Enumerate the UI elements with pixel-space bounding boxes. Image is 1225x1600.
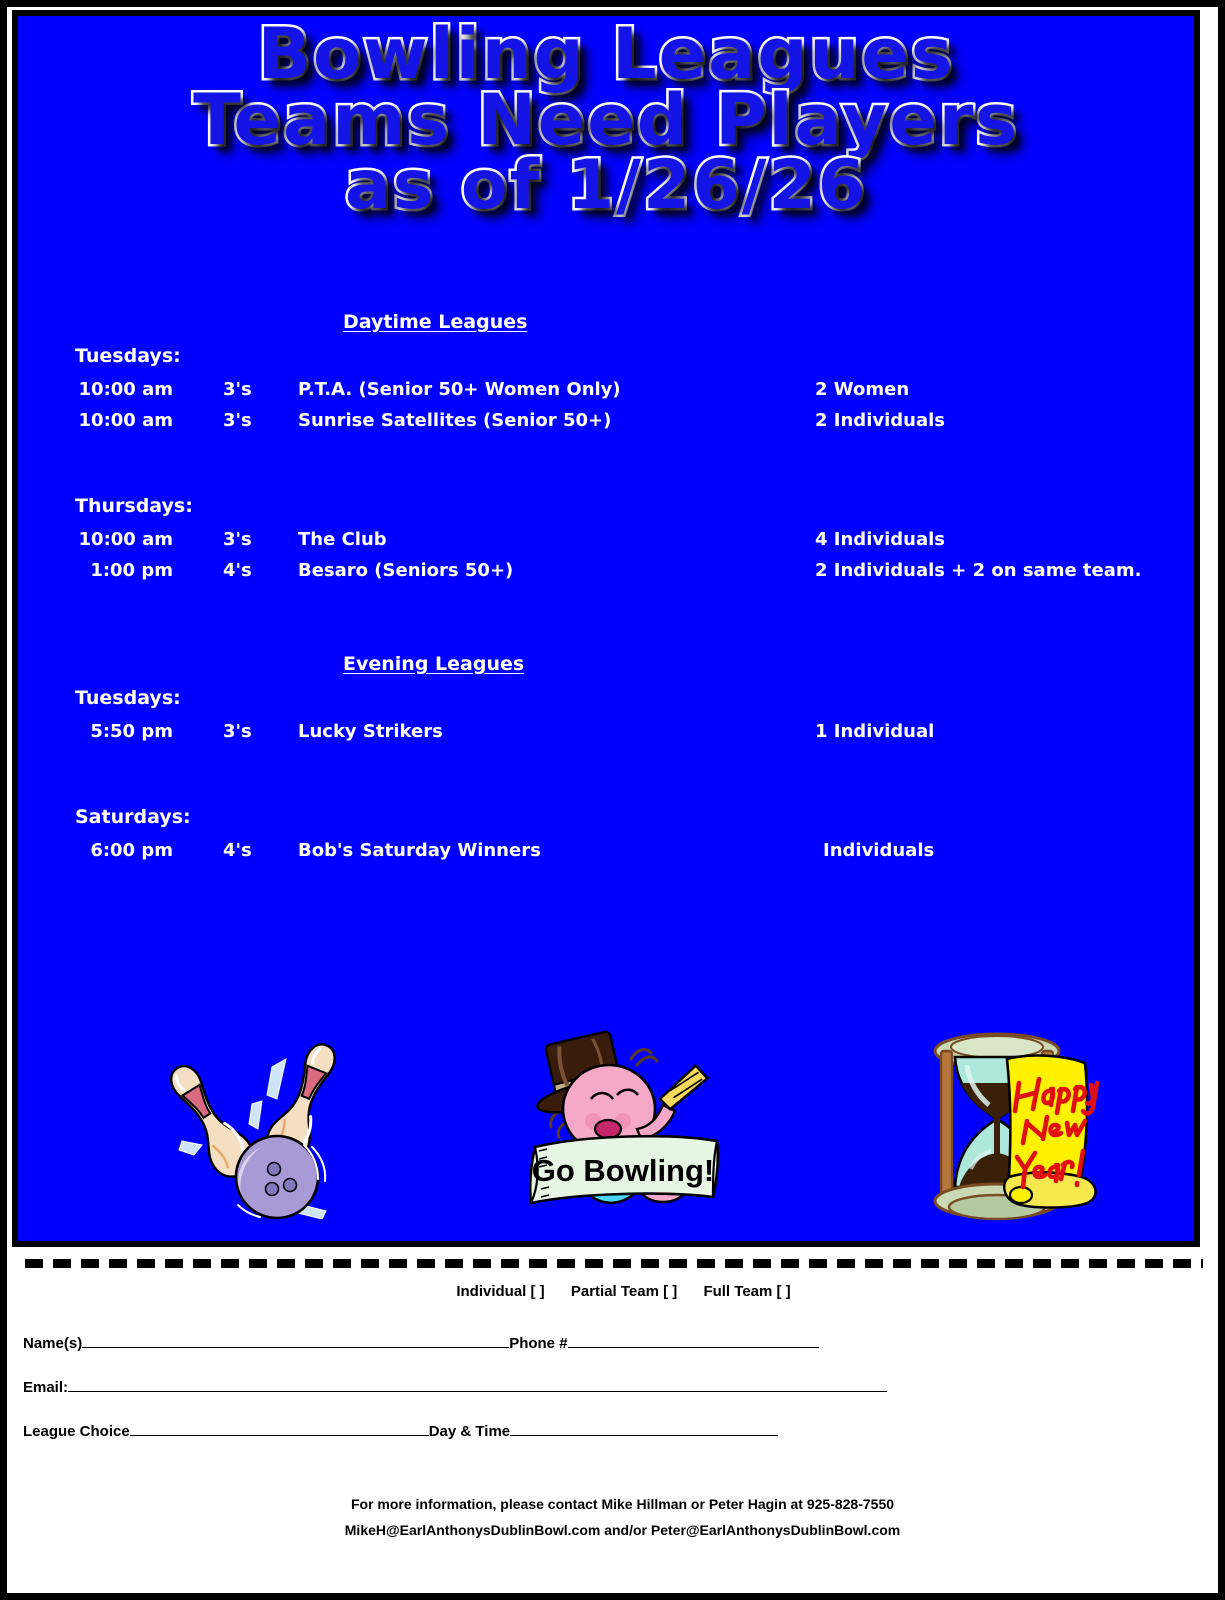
names-phone-row <box>7 1334 1218 1378</box>
row-team-size: 3's <box>223 410 252 431</box>
phone-label: Phone # <box>509 1335 568 1352</box>
email-input[interactable] <box>68 1378 887 1392</box>
day-label-tuesdays-daytime: Tuesdays: <box>75 345 181 367</box>
signup-form <box>7 1283 1218 1544</box>
row-league-name: Sunrise Satellites (Senior 50+) <box>298 410 612 431</box>
contact-info <box>7 1492 1218 1544</box>
table-row <box>18 840 1194 871</box>
day-time-label: Day & Time <box>428 1423 511 1440</box>
clipart-row <box>18 1011 1194 1231</box>
table-row <box>18 560 1194 591</box>
row-team-size: 4's <box>223 840 252 861</box>
row-team-size: 4's <box>223 560 252 581</box>
row-team-size: 3's <box>223 721 252 742</box>
section-heading-evening: Evening Leagues <box>343 653 525 675</box>
row-time: 10:00 am <box>78 379 173 400</box>
row-league-name: Lucky Strikers <box>298 721 443 742</box>
hourglass-happy-new-year-scroll-clipart <box>911 1011 1111 1236</box>
league-choice-label: League Choice <box>23 1423 130 1440</box>
phone-input[interactable] <box>568 1334 819 1348</box>
row-openings: 2 Women <box>815 379 910 400</box>
row-time: 1:00 pm <box>90 560 173 581</box>
table-row <box>18 379 1194 410</box>
checkbox-partial-team[interactable]: Partial Team [ ] <box>570 1283 678 1300</box>
names-input[interactable] <box>82 1334 509 1348</box>
contact-phone-line: For more information, please contact Mike Hillman or Peter Hagin at 925-828-7550 <box>350 1496 895 1512</box>
row-time: 10:00 am <box>78 410 173 431</box>
table-row <box>18 721 1194 752</box>
new-year-baby-banner-clipart <box>505 1025 735 1220</box>
page-title <box>18 13 1194 225</box>
title-line-2: Teams Need Players <box>193 78 1019 161</box>
checkbox-full-team[interactable]: Full Team [ ] <box>703 1283 791 1300</box>
row-time: 5:50 pm <box>90 721 173 742</box>
row-league-name: The Club <box>298 529 387 550</box>
tear-off-divider <box>25 1259 1203 1268</box>
row-league-name: P.T.A. (Senior 50+ Women Only) <box>298 379 621 400</box>
day-label-thursdays: Thursdays: <box>75 495 193 517</box>
table-row <box>18 529 1194 560</box>
row-openings: 2 Individuals + 2 on same team. <box>815 560 1142 581</box>
signup-type-options <box>29 1283 1218 1300</box>
league-schedule <box>18 311 1194 871</box>
bowling-pins-and-ball-clipart <box>146 1019 361 1224</box>
banner-caption: Go Bowling! <box>531 1153 715 1188</box>
row-openings: 2 Individuals <box>815 410 945 431</box>
row-team-size: 3's <box>223 529 252 550</box>
row-time: 10:00 am <box>78 529 173 550</box>
table-row <box>18 410 1194 441</box>
league-choice-input[interactable] <box>130 1422 429 1436</box>
row-league-name: Bob's Saturday Winners <box>298 840 541 861</box>
row-openings: 1 Individual <box>815 721 935 742</box>
title-line-1: Bowling Leagues <box>257 13 955 95</box>
league-choice-row <box>7 1422 1218 1466</box>
row-openings: 4 Individuals <box>815 529 945 550</box>
title-line-3: as of 1/26/26 <box>344 145 868 225</box>
row-league-name: Besaro (Seniors 50+) <box>298 560 514 581</box>
day-label-tuesdays-evening: Tuesdays: <box>75 687 181 709</box>
day-label-saturdays: Saturdays: <box>75 806 191 828</box>
day-time-input[interactable] <box>510 1422 778 1436</box>
contact-email-line: MikeH@EarlAnthonysDublinBowl.com and/or Peter@EarlAnthonysDublinBowl.com <box>344 1521 901 1538</box>
section-heading-daytime: Daytime Leagues <box>343 311 528 333</box>
row-openings: Individuals <box>823 840 935 861</box>
email-label: Email: <box>23 1379 69 1396</box>
poster-panel <box>12 10 1200 1247</box>
row-time: 6:00 pm <box>90 840 173 861</box>
names-label: Name(s) <box>23 1335 83 1352</box>
email-row <box>7 1378 1218 1422</box>
row-team-size: 3's <box>223 379 252 400</box>
checkbox-individual[interactable]: Individual [ ] <box>456 1283 545 1300</box>
